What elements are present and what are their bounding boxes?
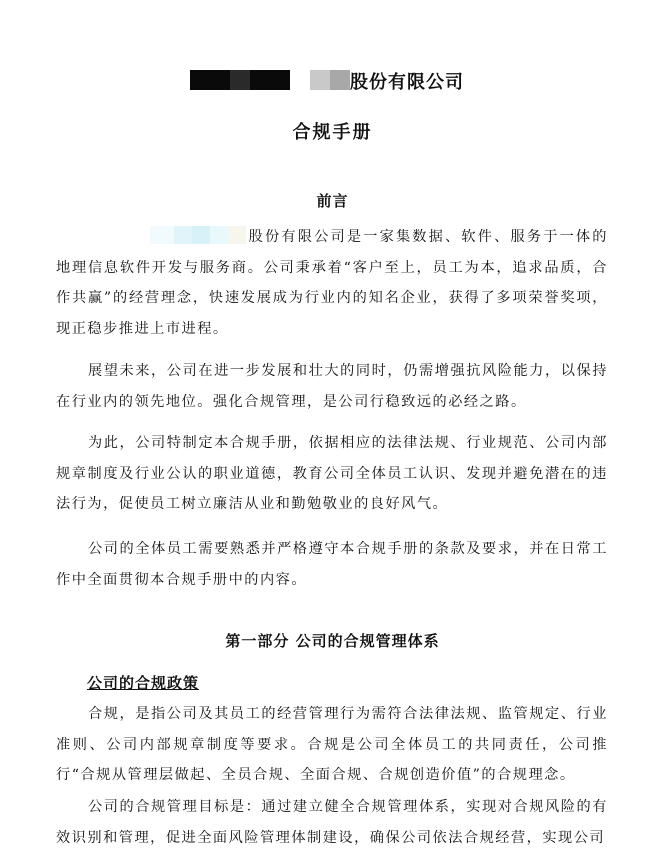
redacted-block — [330, 70, 350, 90]
company-title — [0, 70, 665, 96]
page-title: 合规手册 — [292, 122, 373, 143]
redacted-block — [190, 70, 230, 90]
paragraph: 公司的全体员工需要熟悉并严格遵守本合规手册的条款及要求，并在日常工作中全面贯彻本合规手册中的内容。 — [56, 541, 608, 588]
policy-subheading: 公司的合规政策 — [87, 674, 200, 692]
preface-heading: 前言 — [316, 192, 349, 210]
paragraph: 合规，是指公司及其员工的经营管理行为需符合法律法规、监管规定、行业准则、公司内部规章制度等要求。合规是公司全体员工的共同责任，公司推行“合规从管理层做起、全员合规、全面合规、合规创造价值”的合规理念。 — [56, 706, 608, 783]
redacted-block — [250, 70, 290, 90]
company-name-suffix: 股份有限公司 — [350, 72, 464, 93]
part-heading: 第一部分 公司的合规管理体系 — [225, 632, 440, 650]
paragraph: 公司的合规管理目标是：通过建立健全合规管理体系，实现对合规风险的有效识别和管理，促进全面风险管理体制建设，确保公司依法合规经营，实现公司 — [56, 799, 608, 846]
redacted-block — [310, 70, 330, 90]
blurred-company-name — [150, 225, 246, 243]
paragraph: 股份有限公司是一家集数据、软件、服务于一体的地理信息软件开发与服务商。公司秉承着“客户至上，员工为本，追求品质，合作共赢”的经营理念，快速发展成为行业内的知名企业，获得了多项荣誉奖项，现正稳步推进上市进程。 — [56, 222, 608, 344]
paragraph: 展望未来，公司在进一步发展和壮大的同时，仍需增强抗风险能力，以保持在行业内的领先地位。强化合规管理，是公司行稳致远的必经之路。 — [56, 363, 608, 410]
redacted-block — [230, 70, 250, 90]
paragraph: 为此，公司特制定本合规手册，依据相应的法律法规、行业规范、公司内部规章制度及行业公认的职业道德，教育公司全体员工认识、发现并避免潜在的违法行为，促使员工树立廉洁从业和勤勉敬业的良好风气。 — [56, 435, 608, 512]
